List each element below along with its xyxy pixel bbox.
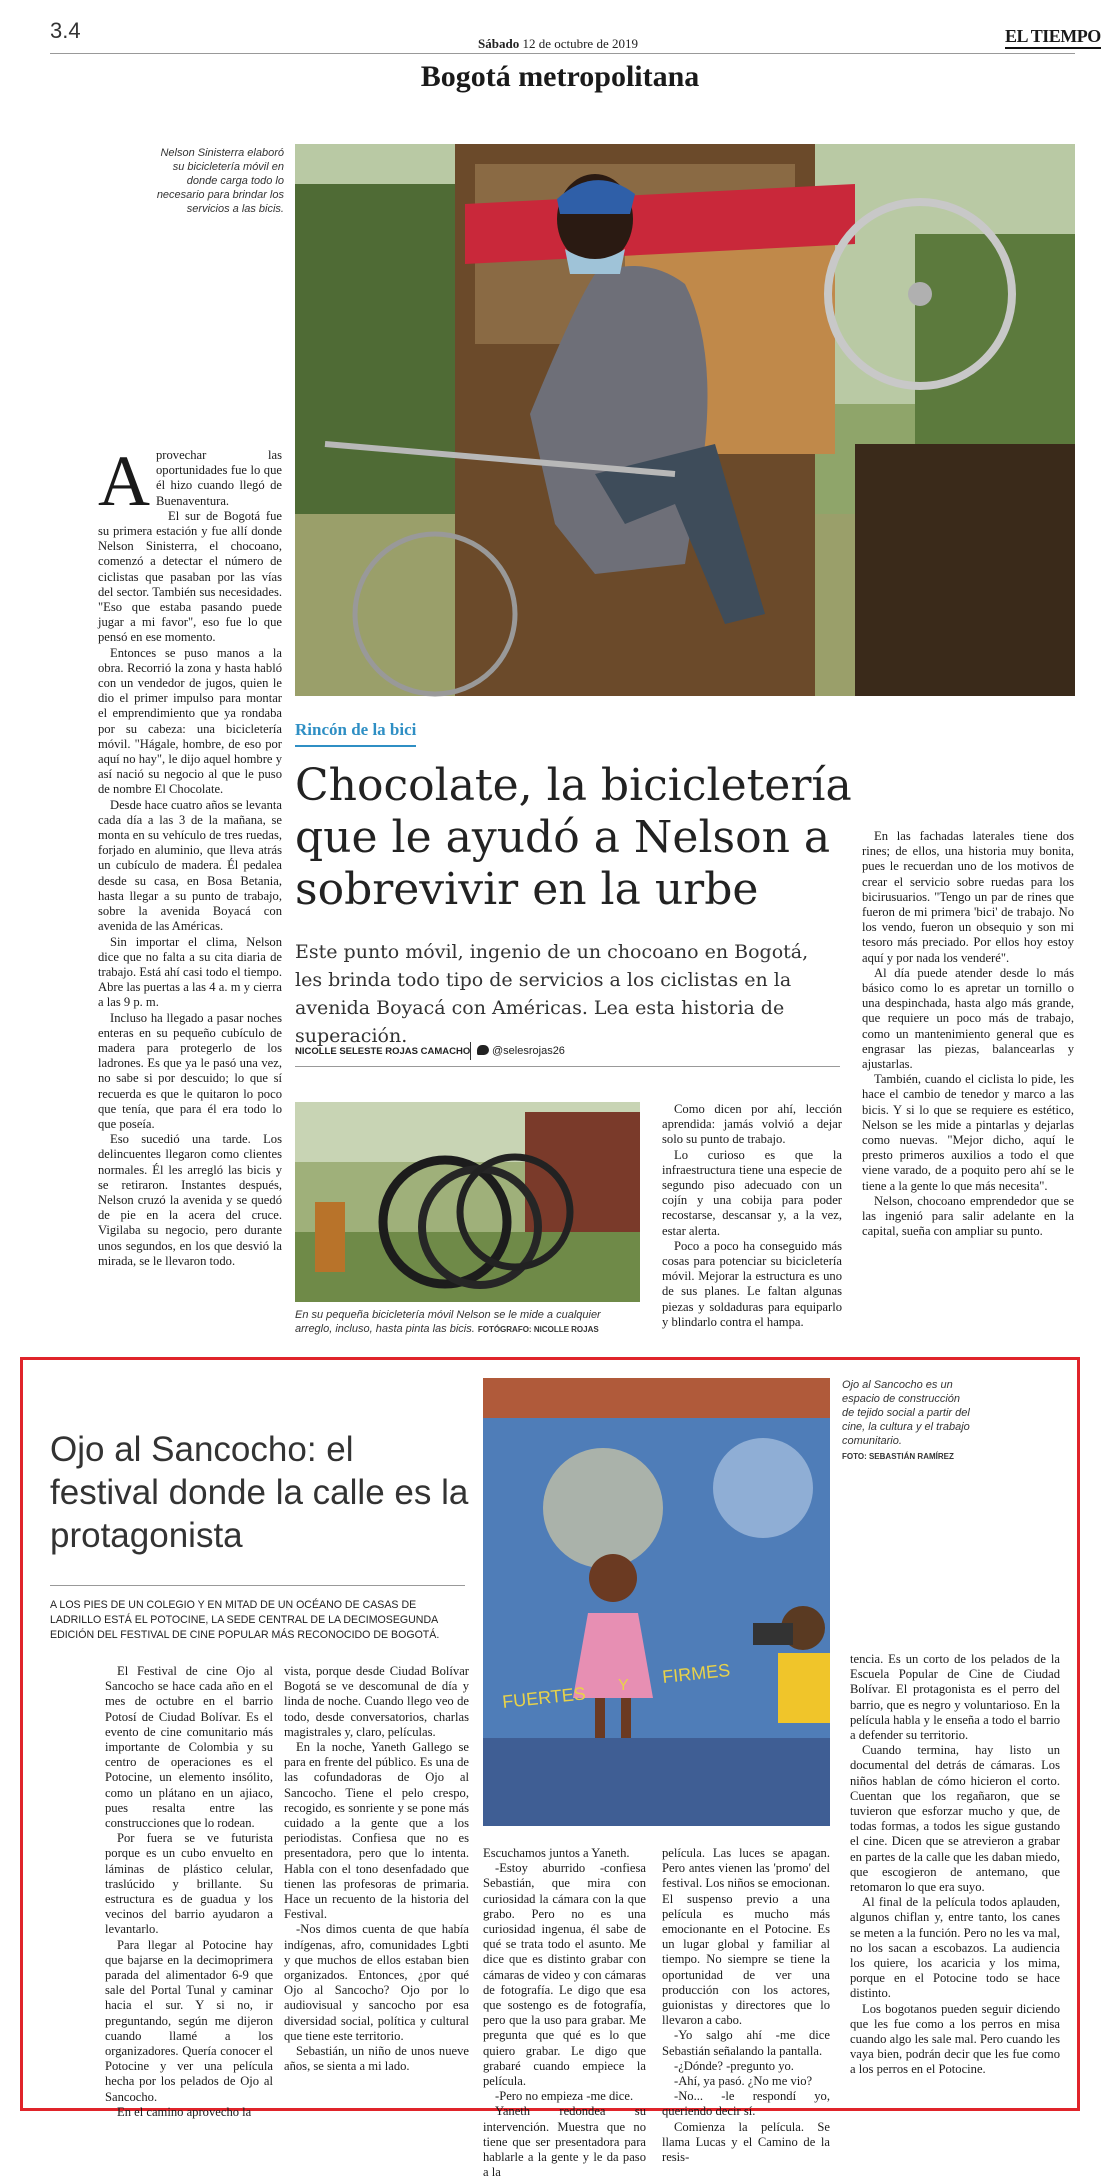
article2-paragraph: Comienza la película. Se llama Lucas y el Camino de la resis- (662, 2119, 830, 2165)
photo-nelson-bicycle (295, 144, 1075, 696)
article1-paragraph: Poco a poco ha conseguido más cosas para potenciar su bicicletería móvil. Mejorar la estructura es uno de sus planes. Le faltan algunas piezas y soldaduras para equiparlo y blindarlo contra el hampa. (662, 1238, 842, 1329)
photo-caption-2 (295, 1308, 640, 1337)
article2-paragraph: Yaneth redondea su intervención. Muestra que no tiene que ser presentadora para hablarle a la gente y le da paso a la (483, 2104, 646, 2180)
article2-column-4 (662, 1846, 830, 2165)
article2-paragraph: En el camino aprovecho la (117, 2104, 252, 2119)
article2-paragraph: tencia. Es un corto de los pelados de la Escuela Popular de Cine de Ciudad Bolívar. El protagonista es el perro del barrio, que es negro y voluntarioso. En la película habla y le enseña a todo el barrio a defender su territorio. (850, 1652, 1060, 1743)
article2-paragraph: Cuando termina, hay listo un documental del detrás de cámaras. Los niños hablan de cómo hicieron el corto. Cuentan que los regañaron, que se tuvieron que esforzar mucho y que, de todas formas, a todos les sigue gustando el cine. Dicen que se atrevieron a grabar en partes de la calle que les daban miedo, que escogieron de antemano, que retomaron lo que era suyo. (850, 1743, 1060, 1895)
article2-paragraph: Por fuera se ve futurista porque es un cubo envuelto en láminas de plástico celular, traslúcido y brillante. Su estructura es de guadua y los vecinos del barrio ayudaron a levantarlo. (105, 1831, 273, 1937)
article1-paragraph: Sin importar el clima, Nelson dice que no falta a su cita diaria de trabajo. Está ahí casi todo el tiempo. Abre las puertas a las 4 a. m y cierra a las 9 p. m. (98, 934, 282, 1010)
article2-divider (50, 1585, 465, 1586)
tires-photo-illustration (295, 1102, 640, 1302)
photo-credit: FOTO: SEBASTIÁN RAMÍREZ (842, 1452, 954, 1461)
byline-divider-rule (295, 1066, 840, 1067)
article1-paragraph: Nelson, chocoano emprendedor que se las ingenió para salir adelante en la capital, sueña con ampliar su punto. (862, 1193, 1074, 1239)
article1-headline: Chocolate, la bicicletería que le ayudó a Nelson a sobrevivir en la urbe (295, 760, 852, 915)
section-title: Bogotá metropolitana (420, 60, 700, 93)
article1-paragraph: En las fachadas laterales tiene dos rines; de ellos, una historia muy bonita, pues le recuerdan uno de los motivos de crear el servicio sobre ruedas para los bicirusuarios. "Tengo un par de rines que fueron de mi primera 'bici' de trabajo. No los vendo, fueron un obsequio y son mi tesoro más preciado. Por ellos hoy estoy aquí y por nada los venderé". (862, 829, 1074, 965)
article1-paragraph: Como dicen por ahí, lección aprendida: jamás volvió a dejar solo su punto de trabajo. (662, 1102, 842, 1147)
photo-caption-1: Nelson Sinisterra elaboró su bicicletería móvil en donde carga todo lo necesario para brindar los servicios a las bicis. (156, 147, 284, 215)
article2-paragraph: -Pero no empieza -me dice. (495, 2089, 634, 2104)
photo-credit: FOTÓGRAFO: NICOLLE ROJAS (477, 1325, 599, 1334)
mural-photo-illustration (483, 1378, 830, 1826)
page-number: 3.4 (50, 18, 81, 43)
article1-paragraph: Entonces se puso manos a la obra. Recorrió la zona y hasta habló con un vendedor de jugos, quien le dio el primer impulso para montar el emprendimiento que ya rondaba por su cabeza: una bicicletería móvil. "Hágale, hombre, de eso por aquí no hay", le dijo aquel hombre y así nació su negocio al que le puso de nombre El Chocolate. (98, 645, 282, 797)
author-twitter (477, 1045, 565, 1057)
article1-deck: Este punto móvil, ingenio de un chocoano en Bogotá, les brinda todo tipo de servicios a los ciclistas en la avenida Boyacá con Américas. Lea esta historia de superación. (295, 941, 809, 1047)
article1-paragraph: El sur de Bogotá fue su primera estación y fue allí donde Nelson Sinisterra, el chocoano, comenzó a detectar el número de ciclistas que pasaban por las vías del sector. También sus necesidades. "Eso que estaba pasando puede jugar a mi favor", eso fue lo que pensó en ese momento. (98, 508, 282, 645)
byline-divider (470, 1042, 471, 1060)
article2-paragraph: -No... -le respondí yo, queriendo decir sí. (662, 2089, 830, 2119)
article2-paragraph: En la noche, Yaneth Gallego se para en frente del público. Es una de las cofundadoras de Ojo al Sancocho. Tiene el pelo crespo, recogido, es sonriente y se pone más cuidado a la gente que a los periodistas. Confiesa que no es presentadora, pero que lo intenta. Habla con el tono desenfadado que tienen las profesoras de primaria. Hace un recuento de la historia del Festival. (284, 1740, 469, 1922)
photo-caption-3 (842, 1378, 972, 1464)
section-kicker: Rincón de la bici (295, 720, 416, 747)
nelson-photo-illustration (295, 144, 1075, 696)
twitter-handle: @selesrojas26 (492, 1045, 565, 1057)
article2-paragraph: película. Las luces se apagan. Pero antes vienen las 'promo' del festival. Los niños se emocionan. El suspenso previo a una película es mucho más emocionante en el Potocine. Es un lugar global y familiar al tiempo. No siempre se tiene la oportunidad de ver una producción con los actores, guionistas y directores que lo llevaron a cabo. (662, 1846, 830, 2028)
article1-column-1 (98, 441, 282, 1269)
article2-paragraph: Los bogotanos pueden seguir diciendo que les fue como a los perros en misa cuando algo les sale mal. Pero cuando les vaya bien, podrán decir que les fue como a los perros en el Potocine. (850, 2001, 1060, 2077)
article2-paragraph: -Nos dimos cuenta de que había indígenas, afro, comunidades Lgbti y que muchos de ellos estaban bien organizados. Entonces, ¿por qué Ojo al Sancocho? Ojo por lo audiovisual y sancocho por esa diversidad social, política y cultural que tiene este territorio. (284, 1922, 469, 2043)
article1-paragraph: Lo curioso es que la infraestructura tiene una especie de segundo piso adecuado con un cojín y una cobija para poder recostarse, descansar y, a la vez, estar alerta. (662, 1147, 842, 1238)
article2-column-5 (850, 1652, 1060, 2078)
article1-paragraph: También, cuando el ciclista lo pide, les hace el cambio de tenedor y marco a las bicis. Y si lo que se requiere es estético, Nelson se les mide a pintarlas y dejarlas como nuevas. "Mejor dicho, aquí le presto primeros auxilios a todo el que viene varado, de a poquito pero ahí se le tiene a la gente lo que más necesita". (862, 1072, 1074, 1193)
article2-paragraph: -Estoy aburrido -confiesa Sebastián, que mira con curiosidad la cámara con la que grabo. Pero no es una curiosidad ingenua, él sabe de qué se trata todo el asunto. Me dice que es distinto grabar con cámaras de video y con cámaras de fotografía. Le digo que esa que sostengo es de fotografía, pero que la uso para grabar. Me pregunta que qué es lo que quiero grabar. Le digo que grabaré cuando empiece la película. (483, 1861, 646, 2089)
photo-mural (483, 1378, 830, 1826)
article1-paragraph: Al día puede atender desde lo más básico como lo es apretar un tornillo o una despinchada, hasta algo más grande, que requiere un poco más de trabajo, como un mantenimiento general que es engrasar las piezas, balancearlas y ajustarlas. (862, 965, 1074, 1072)
newspaper-logo: EL TIEMPO (1005, 26, 1101, 49)
caption2-text: En su pequeña bicicletería móvil Nelson se le mide a cualquier arreglo, incluso, hasta pinta las bicis. (295, 1309, 601, 1335)
mural-text-right: FIRMES (661, 1659, 732, 1687)
drop-cap: A (98, 441, 150, 521)
article1-paragraph: Desde hace cuatro años se levanta cada día a las 3 de la mañana, se monta en su vehículo de tres ruedas, forjado en aluminio, que lleva atrás un cubículo de madera. Él pedalea desde su casa, en Bosa Betania, hasta llegar a su punto de trabajo, sobre la avenida Boyacá con avenida de las Américas. (98, 797, 282, 934)
mural-text-left: FUERTES (501, 1683, 587, 1712)
article1-column-3 (662, 1102, 842, 1330)
article1-paragraph: provechar las oportunidades fue lo que él hizo cuando llegó de Buenaventura. (156, 448, 282, 508)
author-byline: NICOLLE SELESTE ROJAS CAMACHO (295, 1046, 471, 1057)
article2-paragraph: Al final de la película todos aplauden, algunos chiflan y, entre tanto, los canes se meten a la función. Pero no les va mal, no los sacan a escobazos. La audiencia los quiere, los acaricia y los mima, porque en el Potocine todo se hace distinto. (850, 1895, 1060, 2001)
article2-column-3 (483, 1846, 646, 2180)
page-date (478, 36, 638, 52)
article2-paragraph: Escuchamos juntos a Yaneth. (483, 1846, 630, 1860)
article2-deck: A LOS PIES DE UN COLEGIO Y EN MITAD DE UN OCÉANO DE CASAS DE LADRILLO ESTÁ EL POTOCINE, LA SEDE CENTRAL DE LA DECIMOSEGUNDA EDICIÓN DEL FESTIVAL DE CINE POPULAR MÁS RECONOCIDO DE BOGOTÁ. (50, 1599, 440, 1641)
article2-paragraph: -Ahí, ya pasó. ¿No me vio? (674, 2074, 813, 2089)
twitter-icon (477, 1045, 489, 1055)
date-day: Sábado (478, 36, 520, 51)
header-divider (50, 53, 1075, 54)
article2-column-2 (284, 1664, 469, 2074)
article2-headline: Ojo al Sancocho: el festival donde la calle es la protagonista (50, 1430, 469, 1555)
photo-tires (295, 1102, 640, 1302)
article1-column-4 (862, 829, 1074, 1239)
article2-column-1 (105, 1664, 273, 2120)
date-rest: 12 de octubre de 2019 (519, 36, 638, 51)
article2-paragraph: -Yo salgo ahí -me dice Sebastián señalando la pantalla. (662, 2028, 830, 2058)
article1-paragraph: Incluso ha llegado a pasar noches enteras en su pequeño cubículo de madera para protegerlo de los ladrones. Es que ya le pasó una vez, no sabe si por descuido; lo que sí recuerda es que le quitaron lo poco que tenía, que para él era todo lo que poseía. (98, 1010, 282, 1131)
article2-paragraph: Sebastián, un niño de unos nueve años, se sienta a mi lado. (284, 2044, 469, 2074)
mural-text-mid: Y (618, 1677, 629, 1694)
article2-paragraph: -¿Dónde? -pregunto yo. (674, 2058, 794, 2073)
article2-paragraph: El Festival de cine Ojo al Sancocho se hace cada año en el mes de octubre en el barrio Potosí de Ciudad Bolívar. Es el evento de cine comunitario más importante de Colombia y su centro de operaciones es el Potocine, un elemento insólito, como un plátano en un ajiaco, pues resalta entre las construcciones que lo rodean. (105, 1664, 273, 1831)
article1-paragraph: Eso sucedió una tarde. Los delincuentes llegaron como clientes normales. Él les arregló las bicis y se retiraron. Instantes después, Nelson cruzó la avenida y se quedó de pie en la acera del cruce. Vigilaba su negocio, pero durante unos segundos, en los que desvió la mirada, se le llevaron todo. (98, 1132, 282, 1268)
caption3-text: Ojo al Sancocho es un espacio de construcción de tejido social a partir del cine, la cultura y el trabajo comunitario. (842, 1379, 970, 1447)
article2-paragraph: Para llegar al Potocine hay que bajarse en la decimoprimera parada del alimentador 6-9 que sale del Portal Tunal y caminar hacia el sur. Y si no, ir preguntando, según me dijeron cuando llamé a los organizadores. Quería conocer el Potocine y ver una película hecha por los pelados de Ojo al Sancocho. (105, 1937, 273, 2104)
article2-paragraph: vista, porque desde Ciudad Bolívar Bogotá se ve descomunal de día y linda de noche. Cuando llego veo de todo, desde conversatorios, charlas magistrales y, claro, películas. (284, 1664, 469, 1739)
